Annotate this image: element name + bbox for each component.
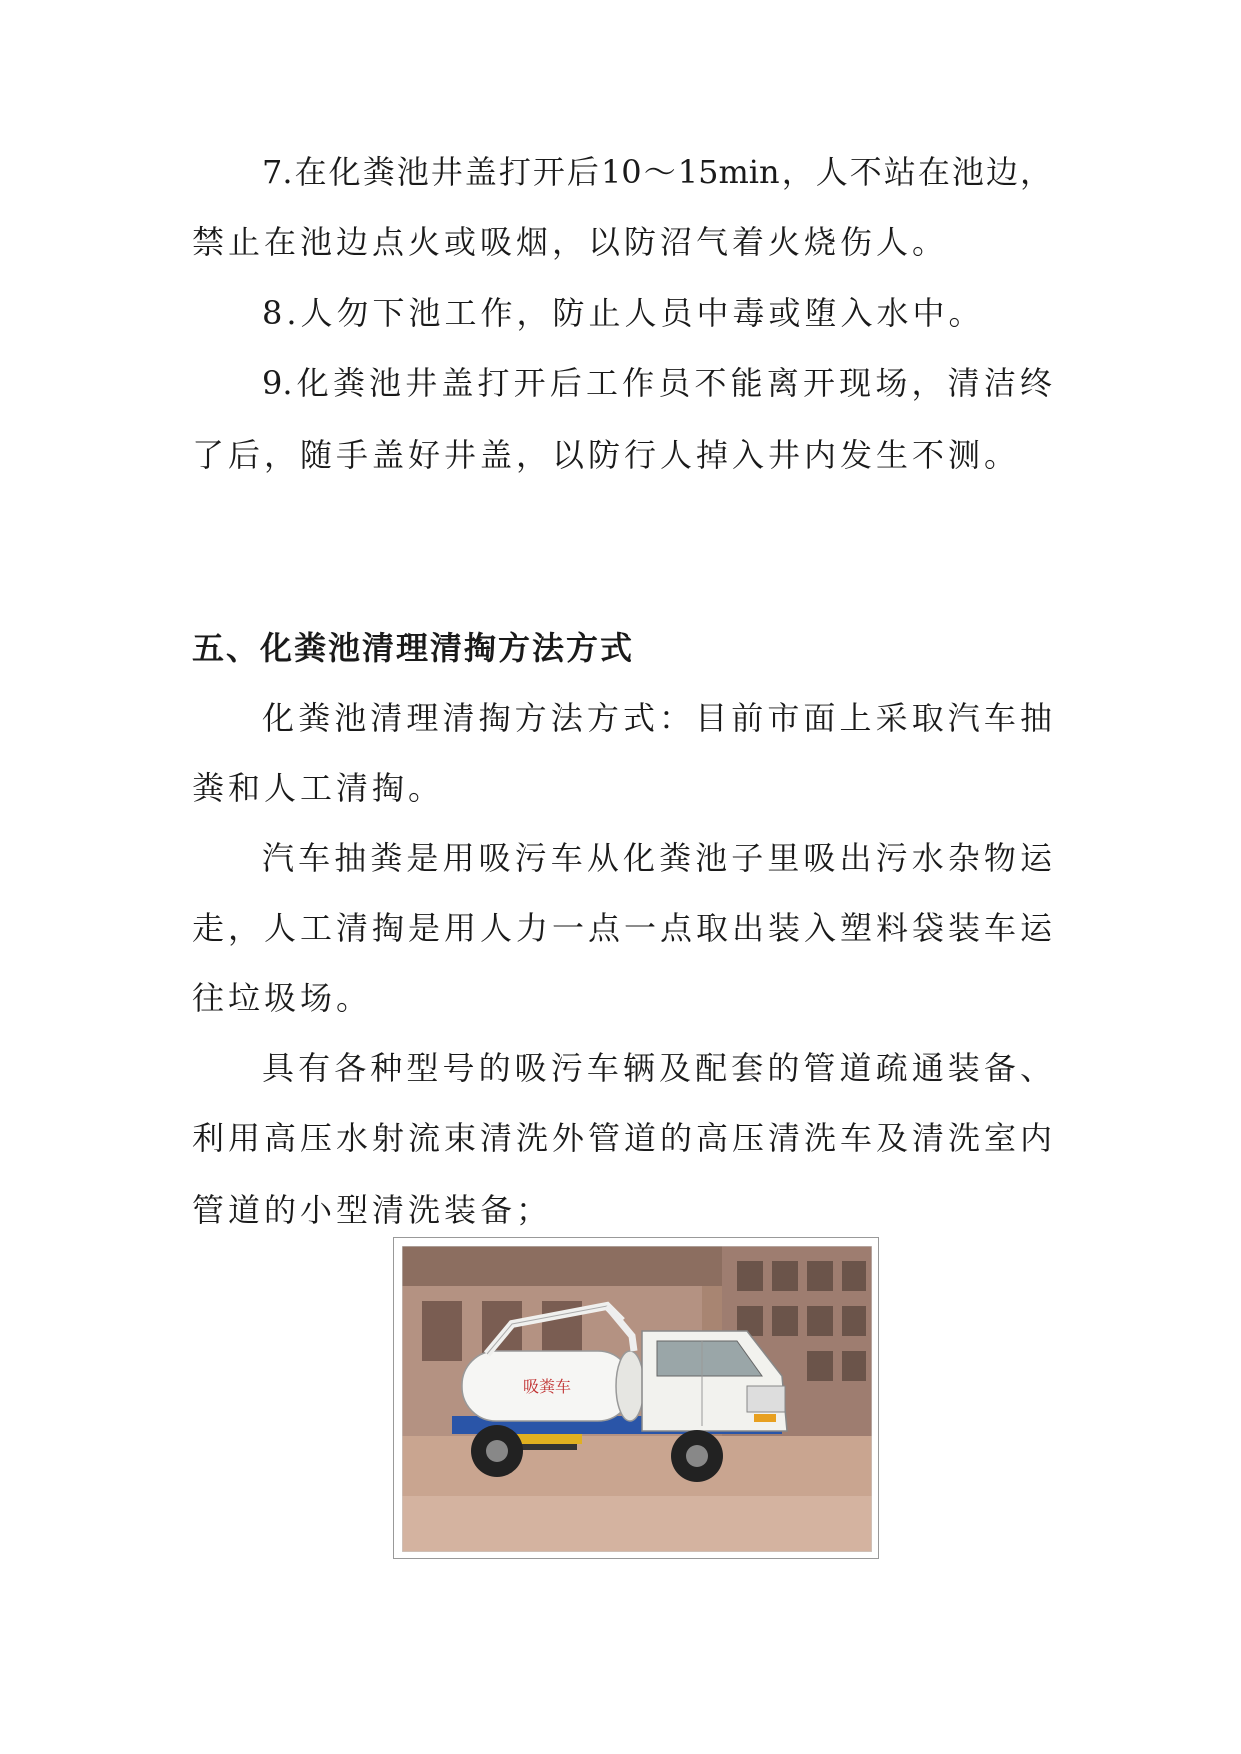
paragraph-9-line-1: 9.化粪池井盖打开后工作员不能离开现场，清洁终	[262, 364, 1052, 402]
paragraph-7-line-1: 7.在化粪池井盖打开后10～15min，人不站在池边，	[262, 153, 1052, 191]
paragraph-8-line-1: 8.人勿下池工作，防止人员中毒或堕入水中。	[262, 294, 985, 332]
tank-label: 吸粪车	[522, 1377, 572, 1396]
section-5-p1-line-2: 粪和人工清掏。	[192, 769, 445, 807]
section-5-p3-line-1: 具有各种型号的吸污车辆及配套的管道疏通装备、	[262, 1049, 1052, 1087]
section-5-heading: 五、化粪池清理清掏方法方式	[192, 629, 635, 667]
paragraph-9-line-2: 了后，随手盖好井盖，以防行人掉入井内发生不测。	[192, 436, 1021, 474]
section-5-p1-line-1: 化粪池清理清掏方法方式：目前市面上采取汽车抽	[262, 699, 1052, 737]
section-5-p2-line-3: 往垃圾场。	[192, 979, 373, 1017]
section-5-p3-line-3: 管道的小型清洗装备；	[192, 1191, 553, 1229]
section-5-p2-line-1: 汽车抽粪是用吸污车从化粪池子里吸出污水杂物运	[262, 839, 1052, 877]
vacuum-truck-illustration	[402, 1246, 872, 1552]
section-5-p3-line-2: 利用高压水射流束清洗外管道的高压清洗车及清洗室内	[192, 1119, 1052, 1157]
paragraph-7-line-2: 禁止在池边点火或吸烟，以防沼气着火烧伤人。	[192, 223, 949, 261]
section-5-p2-line-2: 走，人工清掏是用人力一点一点取出装入塑料袋装车运	[192, 909, 1052, 947]
vacuum-truck-photo	[393, 1237, 879, 1559]
